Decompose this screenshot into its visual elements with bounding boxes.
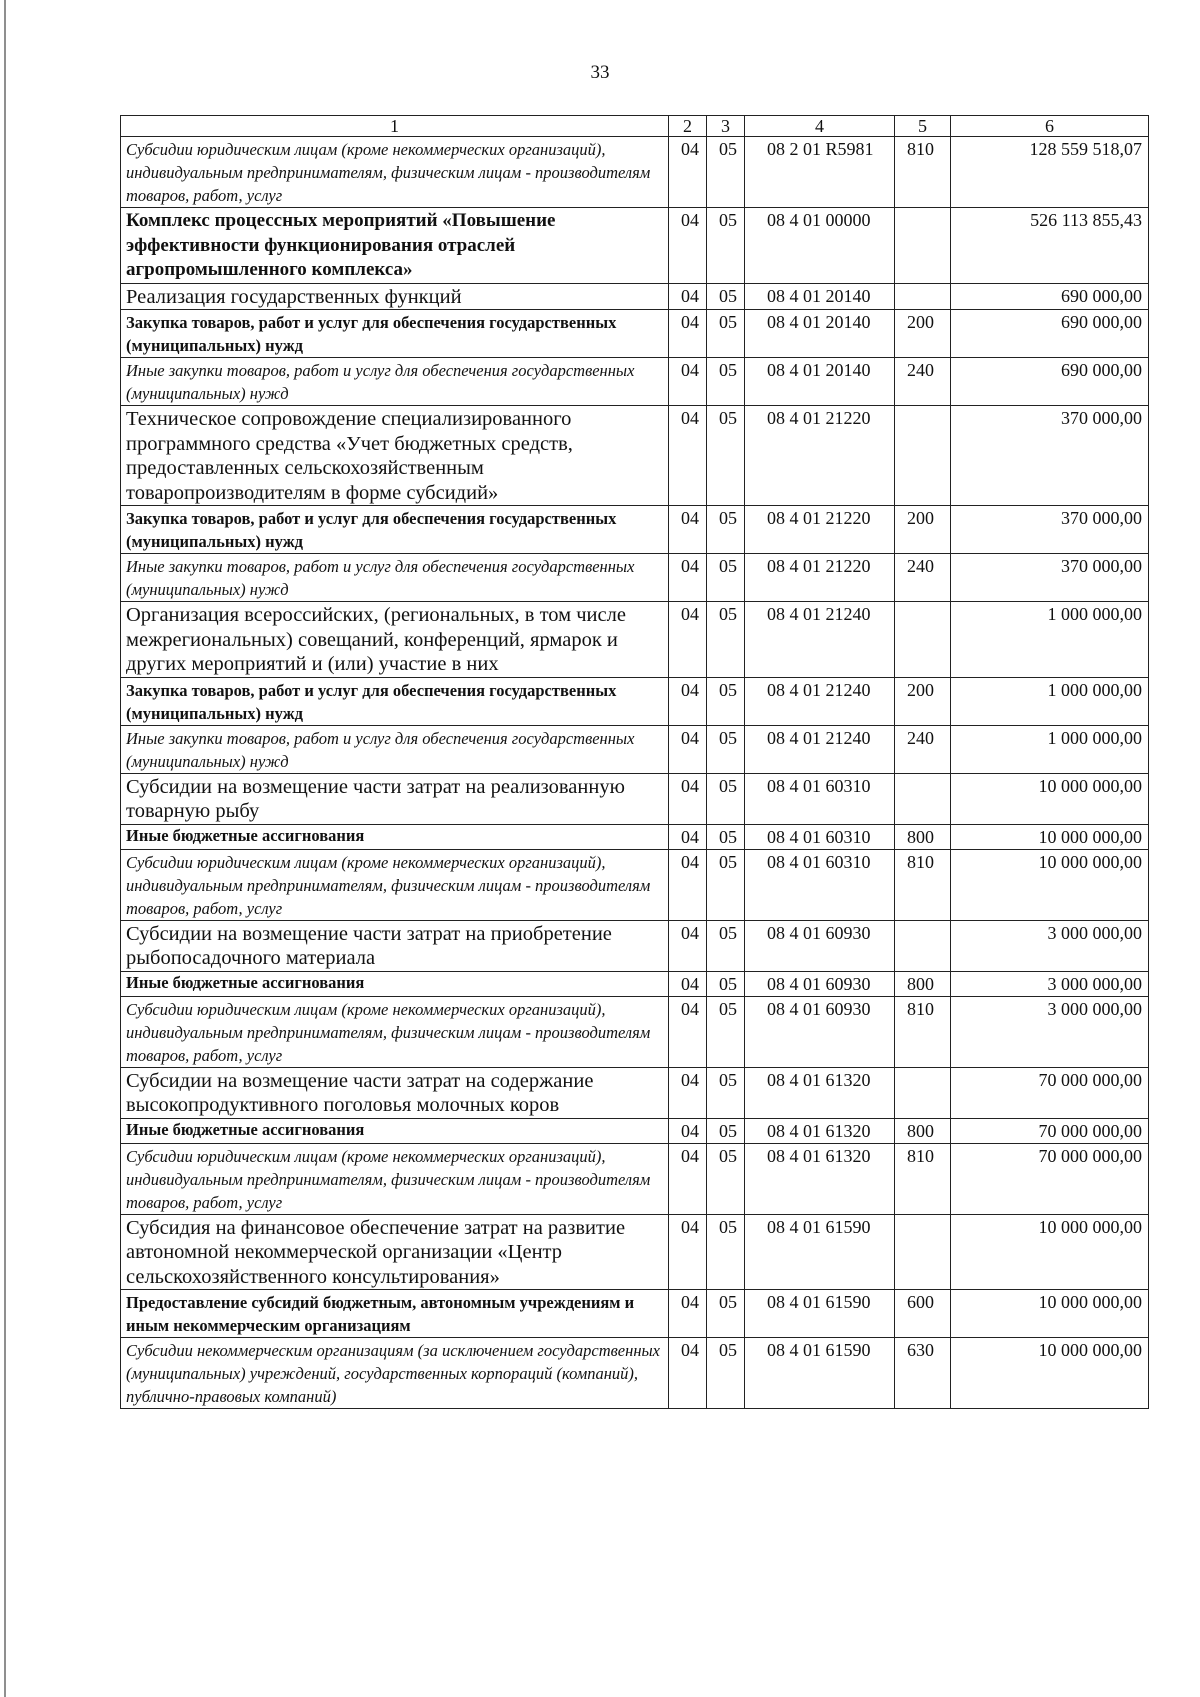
target-article-code: 08 4 01 21240 [745,725,895,773]
section-code: 04 [669,996,707,1067]
amount: 370 000,00 [951,506,1149,554]
target-article-code: 08 2 01 R5981 [745,137,895,208]
row-description: Реализация государственных функций [121,283,669,310]
section-code: 04 [669,602,707,678]
subsection-code: 05 [707,971,745,996]
expense-type-code: 800 [895,971,951,996]
target-article-code: 08 4 01 20140 [745,358,895,406]
expense-type-code: 810 [895,996,951,1067]
subsection-code: 05 [707,283,745,310]
section-code: 04 [669,920,707,971]
table-body [121,137,1149,1409]
section-code: 04 [669,1118,707,1143]
section-code: 04 [669,283,707,310]
table-row [121,1338,1149,1409]
subsection-code: 05 [707,1290,745,1338]
target-article-code: 08 4 01 00000 [745,208,895,284]
section-code: 04 [669,406,707,506]
header-cell: 4 [745,116,895,137]
section-code: 04 [669,506,707,554]
subsection-code: 05 [707,920,745,971]
target-article-code: 08 4 01 20140 [745,310,895,358]
subsection-code: 05 [707,137,745,208]
amount: 690 000,00 [951,310,1149,358]
table-row [121,849,1149,920]
row-description: Субсидии юридическим лицам (кроме некоммерческих организаций), индивидуальным предпринимателям, физическим лицам - производителям товаров, работ, услуг [121,996,669,1067]
target-article-code: 08 4 01 60930 [745,920,895,971]
section-code: 04 [669,1338,707,1409]
table-row [121,725,1149,773]
row-description: Субсидия на финансовое обеспечение затрат на развитие автономной некоммерческой организации «Центр сельскохозяйственного консультирования» [121,1214,669,1290]
subsection-code: 05 [707,1067,745,1118]
expense-type-code: 200 [895,506,951,554]
amount: 128 559 518,07 [951,137,1149,208]
row-description: Иные бюджетные ассигнования [121,824,669,849]
header-cell: 6 [951,116,1149,137]
target-article-code: 08 4 01 21240 [745,677,895,725]
section-code: 04 [669,971,707,996]
subsection-code: 05 [707,773,745,824]
amount: 526 113 855,43 [951,208,1149,284]
subsection-code: 05 [707,554,745,602]
section-code: 04 [669,137,707,208]
amount: 70 000 000,00 [951,1067,1149,1118]
section-code: 04 [669,554,707,602]
expense-type-code [895,1214,951,1290]
row-description: Субсидии юридическим лицам (кроме некоммерческих организаций), индивидуальным предпринимателям, физическим лицам - производителям товаров, работ, услуг [121,849,669,920]
table-row [121,283,1149,310]
subsection-code: 05 [707,310,745,358]
target-article-code: 08 4 01 60310 [745,824,895,849]
subsection-code: 05 [707,506,745,554]
target-article-code: 08 4 01 20140 [745,283,895,310]
section-code: 04 [669,824,707,849]
subsection-code: 05 [707,996,745,1067]
subsection-code: 05 [707,1118,745,1143]
target-article-code: 08 4 01 61320 [745,1143,895,1214]
table-row [121,1214,1149,1290]
section-code: 04 [669,358,707,406]
row-description: Организация всероссийских, (региональных, в том числе межрегиональных) совещаний, конференций, ярмарок и других мероприятий и (или) участие в них [121,602,669,678]
table-row [121,137,1149,208]
target-article-code: 08 4 01 61590 [745,1214,895,1290]
table-row [121,920,1149,971]
expense-type-code: 630 [895,1338,951,1409]
row-description: Субсидии на возмещение части затрат на реализованную товарную рыбу [121,773,669,824]
subsection-code: 05 [707,406,745,506]
row-description: Субсидии некоммерческим организациям (за исключением государственных (муниципальных) учреждений, государственных корпораций (компаний), публично-правовых компаний) [121,1338,669,1409]
table-row [121,1118,1149,1143]
table-row [121,310,1149,358]
row-description: Закупка товаров, работ и услуг для обеспечения государственных (муниципальных) нужд [121,310,669,358]
expense-type-code [895,773,951,824]
amount: 70 000 000,00 [951,1143,1149,1214]
target-article-code: 08 4 01 61320 [745,1067,895,1118]
row-description: Иные бюджетные ассигнования [121,971,669,996]
header-cell: 2 [669,116,707,137]
row-description: Субсидии на возмещение части затрат на приобретение рыбопосадочного материала [121,920,669,971]
table-row [121,996,1149,1067]
expense-type-code: 240 [895,725,951,773]
target-article-code: 08 4 01 60930 [745,996,895,1067]
target-article-code: 08 4 01 60310 [745,773,895,824]
section-code: 04 [669,725,707,773]
table-row [121,358,1149,406]
amount: 10 000 000,00 [951,1338,1149,1409]
amount: 690 000,00 [951,283,1149,310]
table-row [121,677,1149,725]
expense-type-code [895,406,951,506]
row-description: Субсидии юридическим лицам (кроме некоммерческих организаций), индивидуальным предпринимателям, физическим лицам - производителям товаров, работ, услуг [121,137,669,208]
page-number: 33 [590,62,610,83]
amount: 10 000 000,00 [951,773,1149,824]
table-row [121,1143,1149,1214]
row-description: Иные закупки товаров, работ и услуг для обеспечения государственных (муниципальных) нужд [121,358,669,406]
table-row [121,971,1149,996]
row-description: Иные бюджетные ассигнования [121,1118,669,1143]
amount: 3 000 000,00 [951,971,1149,996]
expense-type-code: 810 [895,137,951,208]
row-description: Предоставление субсидий бюджетным, автономным учреждениям и иным некоммерческим организациям [121,1290,669,1338]
amount: 1 000 000,00 [951,677,1149,725]
amount: 1 000 000,00 [951,725,1149,773]
amount: 1 000 000,00 [951,602,1149,678]
section-code: 04 [669,1214,707,1290]
table-row [121,824,1149,849]
table-row [121,773,1149,824]
header-cell: 3 [707,116,745,137]
header-row [121,116,1149,137]
section-code: 04 [669,1290,707,1338]
expense-type-code: 240 [895,358,951,406]
subsection-code: 05 [707,602,745,678]
expense-type-code [895,283,951,310]
target-article-code: 08 4 01 21240 [745,602,895,678]
expense-type-code [895,920,951,971]
row-description: Субсидии юридическим лицам (кроме некоммерческих организаций), индивидуальным предпринимателям, физическим лицам - производителям товаров, работ, услуг [121,1143,669,1214]
target-article-code: 08 4 01 21220 [745,506,895,554]
target-article-code: 08 4 01 61590 [745,1338,895,1409]
amount: 370 000,00 [951,406,1149,506]
expense-type-code: 810 [895,849,951,920]
target-article-code: 08 4 01 60930 [745,971,895,996]
target-article-code: 08 4 01 21220 [745,554,895,602]
expense-type-code: 200 [895,677,951,725]
expense-type-code: 240 [895,554,951,602]
table-row [121,1067,1149,1118]
row-description: Закупка товаров, работ и услуг для обеспечения государственных (муниципальных) нужд [121,506,669,554]
target-article-code: 08 4 01 61320 [745,1118,895,1143]
table-row [121,208,1149,284]
subsection-code: 05 [707,849,745,920]
expense-type-code [895,1067,951,1118]
amount: 3 000 000,00 [951,920,1149,971]
header-cell: 1 [121,116,669,137]
subsection-code: 05 [707,677,745,725]
expense-type-code: 800 [895,824,951,849]
expense-type-code: 600 [895,1290,951,1338]
target-article-code: 08 4 01 21220 [745,406,895,506]
row-description: Техническое сопровождение специализированного программного средства «Учет бюджетных средств, предоставленных сельскохозяйственным товаропроизводителям в форме субсидий» [121,406,669,506]
subsection-code: 05 [707,1338,745,1409]
table-row [121,602,1149,678]
expense-type-code [895,602,951,678]
target-article-code: 08 4 01 61590 [745,1290,895,1338]
amount: 70 000 000,00 [951,1118,1149,1143]
header-cell: 5 [895,116,951,137]
subsection-code: 05 [707,358,745,406]
amount: 370 000,00 [951,554,1149,602]
expense-type-code: 810 [895,1143,951,1214]
scan-edge-line [4,0,6,1697]
budget-table [120,115,1149,1409]
table-row [121,1290,1149,1338]
section-code: 04 [669,208,707,284]
section-code: 04 [669,1143,707,1214]
section-code: 04 [669,773,707,824]
row-description: Иные закупки товаров, работ и услуг для обеспечения государственных (муниципальных) нужд [121,725,669,773]
amount: 3 000 000,00 [951,996,1149,1067]
expense-type-code: 800 [895,1118,951,1143]
section-code: 04 [669,310,707,358]
row-description: Иные закупки товаров, работ и услуг для обеспечения государственных (муниципальных) нужд [121,554,669,602]
table-row [121,406,1149,506]
amount: 10 000 000,00 [951,1214,1149,1290]
amount: 690 000,00 [951,358,1149,406]
target-article-code: 08 4 01 60310 [745,849,895,920]
table-row [121,554,1149,602]
expense-type-code: 200 [895,310,951,358]
subsection-code: 05 [707,1214,745,1290]
row-description: Закупка товаров, работ и услуг для обеспечения государственных (муниципальных) нужд [121,677,669,725]
section-code: 04 [669,1067,707,1118]
amount: 10 000 000,00 [951,849,1149,920]
amount: 10 000 000,00 [951,824,1149,849]
subsection-code: 05 [707,725,745,773]
section-code: 04 [669,849,707,920]
expense-type-code [895,208,951,284]
subsection-code: 05 [707,1143,745,1214]
amount: 10 000 000,00 [951,1290,1149,1338]
row-description: Комплекс процессных мероприятий «Повышение эффективности функционирования отраслей агропромышленного комплекса» [121,208,669,284]
subsection-code: 05 [707,824,745,849]
table-row [121,506,1149,554]
row-description: Субсидии на возмещение части затрат на содержание высокопродуктивного поголовья молочных коров [121,1067,669,1118]
subsection-code: 05 [707,208,745,284]
section-code: 04 [669,677,707,725]
